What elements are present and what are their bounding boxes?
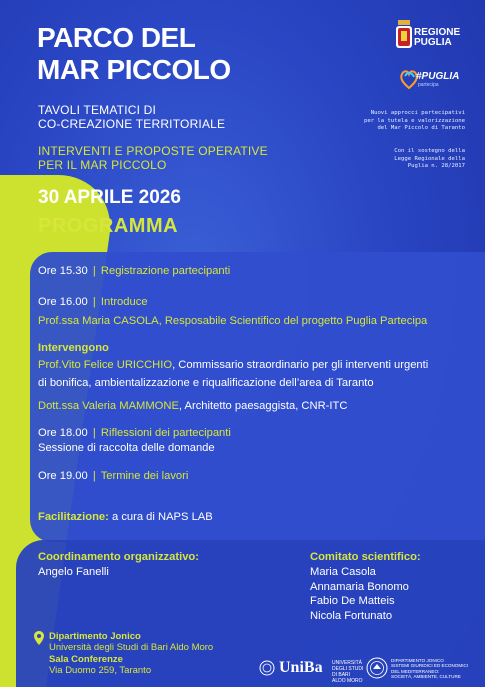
- coordination-label: Coordinamento organizzativo:: [38, 551, 199, 563]
- speaker-name: Prof.ssa Maria CASOLA: [38, 315, 159, 327]
- puglia-partecipa-subtext: partecipa: [418, 82, 439, 88]
- note-line-6: Puglia n. 28/2017: [407, 163, 465, 169]
- speaker-name: Prof.Vito Felice URICCHIO: [38, 359, 173, 371]
- item-label: Registrazione partecipanti: [100, 265, 231, 277]
- introducer: [38, 314, 427, 328]
- speaker-uricchio: [38, 358, 428, 372]
- dept-line-2: SISTEMI GIURIDICI ED ECONOMICI: [391, 663, 469, 669]
- program-item-end: [38, 469, 188, 483]
- note-line-5: Legge Regionale della: [394, 155, 465, 162]
- venue-line-3: Sala Conferenze: [49, 653, 123, 665]
- item-label: Termine dei lavori: [100, 470, 189, 482]
- project-note: [340, 110, 465, 133]
- regione-line-2: PUGLIA: [414, 37, 452, 48]
- item-time: Ore 18.00: [38, 427, 88, 439]
- subtitle-line-1: TAVOLI TEMATICI DI: [38, 103, 157, 117]
- speaker-role: , Architetto paesaggista, CNR-ITC: [178, 400, 348, 412]
- dept-line-4: SOCIETÀ, AMBIENTE, CULTURE: [391, 674, 461, 680]
- reflections-desc: Sessione di raccolta delle domande: [38, 442, 215, 454]
- theme-line-1: INTERVENTI E PROPOSTE OPERATIVE: [38, 144, 268, 158]
- event-date: 30 APRILE 2026: [38, 187, 181, 208]
- facilitation: [38, 510, 213, 524]
- venue-line-4: Via Duomo 259, Taranto: [49, 664, 152, 676]
- venue-line-1: Dipartimento Jonico: [49, 631, 141, 642]
- uniba-subtext: [332, 660, 363, 684]
- program-item-introduce: [38, 295, 148, 309]
- facilitation-value: a cura di NAPS LAB: [111, 511, 213, 523]
- separator: |: [92, 265, 96, 277]
- regione-puglia-logo: [396, 20, 468, 54]
- speaker-mammone: [38, 399, 347, 413]
- program-item-reflections: [38, 426, 231, 440]
- speaker-role: , Commissario straordinario per gli interventi urgenti: [172, 359, 429, 371]
- department-subtext: [391, 658, 468, 680]
- committee-label: Comitato scientifico:: [310, 551, 421, 563]
- theme: [38, 144, 268, 172]
- uniba-seal-icon: [259, 660, 275, 676]
- title-line-2: MAR PICCOLO: [37, 54, 231, 85]
- uniba-logo-text: UniBa: [279, 659, 323, 676]
- note-line-3: del Mar Piccolo di Taranto: [377, 125, 465, 131]
- item-time: Ore 15.30: [38, 265, 88, 277]
- separator: |: [92, 296, 96, 308]
- subtitle-line-2: CO-CREAZIONE TERRITORIALE: [38, 117, 226, 131]
- committee-list: [310, 565, 409, 623]
- speaker-role: , Resposabile Scientifico del progetto Puglia Partecipa: [158, 315, 428, 327]
- program-item-registration: [38, 264, 230, 278]
- regione-crest-icon: [396, 20, 412, 50]
- subtitle: [38, 103, 225, 131]
- committee-member: Nicola Fortunato: [310, 609, 393, 622]
- uniba-sub-1: UNIVERSITÀ: [332, 660, 363, 666]
- department-seal-icon: [366, 657, 388, 679]
- support-note: [340, 148, 465, 171]
- committee-member: Annamaria Bonomo: [310, 580, 409, 593]
- uniba-sub-3: DI BARI: [332, 672, 351, 678]
- committee-member: Fabio De Matteis: [310, 595, 395, 607]
- title-line-1: PARCO DEL: [37, 22, 196, 53]
- dept-line-1: DIPARTIMENTO JONICO: [391, 658, 444, 663]
- item-label: Introduce: [100, 296, 148, 308]
- dept-line-3: DEL MEDITERRANEO:: [391, 668, 440, 674]
- note-line-2: per la tutela e valorizzazione: [363, 117, 465, 124]
- venue-line-2: Università degli Studi di Bari Aldo Moro: [49, 642, 214, 654]
- facilitation-label: Facilitazione:: [38, 511, 109, 523]
- item-time: Ore 16.00: [38, 296, 88, 308]
- coordination-name: Angelo Fanelli: [38, 566, 109, 578]
- pin-icon: [34, 631, 44, 645]
- intervengono-heading: Intervengono: [38, 342, 109, 354]
- note-line-4: Con il sostegno della: [394, 148, 465, 154]
- uniba-sub-2: DEGLI STUDI: [332, 666, 364, 672]
- theme-line-2: PER IL MAR PICCOLO: [38, 158, 167, 172]
- speaker-uricchio-role-cont: di bonifica, ambientalizzazione e riqualificazione dell’area di Taranto: [38, 377, 374, 389]
- regione-line-1: REGIONE: [414, 27, 461, 38]
- program-heading: PROGRAMMA: [38, 215, 179, 237]
- item-time: Ore 19.00: [38, 470, 88, 482]
- venue-block: [49, 631, 213, 676]
- page-title: [37, 22, 231, 86]
- speaker-name: Dott.ssa Valeria MAMMONE: [38, 400, 179, 412]
- separator: |: [92, 427, 96, 439]
- puglia-partecipa-text: #PUGLIA: [416, 71, 460, 82]
- note-line-1: Nuovi approcci partecipativi: [370, 110, 465, 116]
- puglia-partecipa-logo: [400, 68, 458, 94]
- separator: |: [92, 470, 96, 482]
- committee-member: Maria Casola: [310, 566, 376, 578]
- uniba-sub-4: ALDO MORO: [332, 678, 363, 684]
- item-label: Riflessioni dei partecipanti: [100, 427, 231, 439]
